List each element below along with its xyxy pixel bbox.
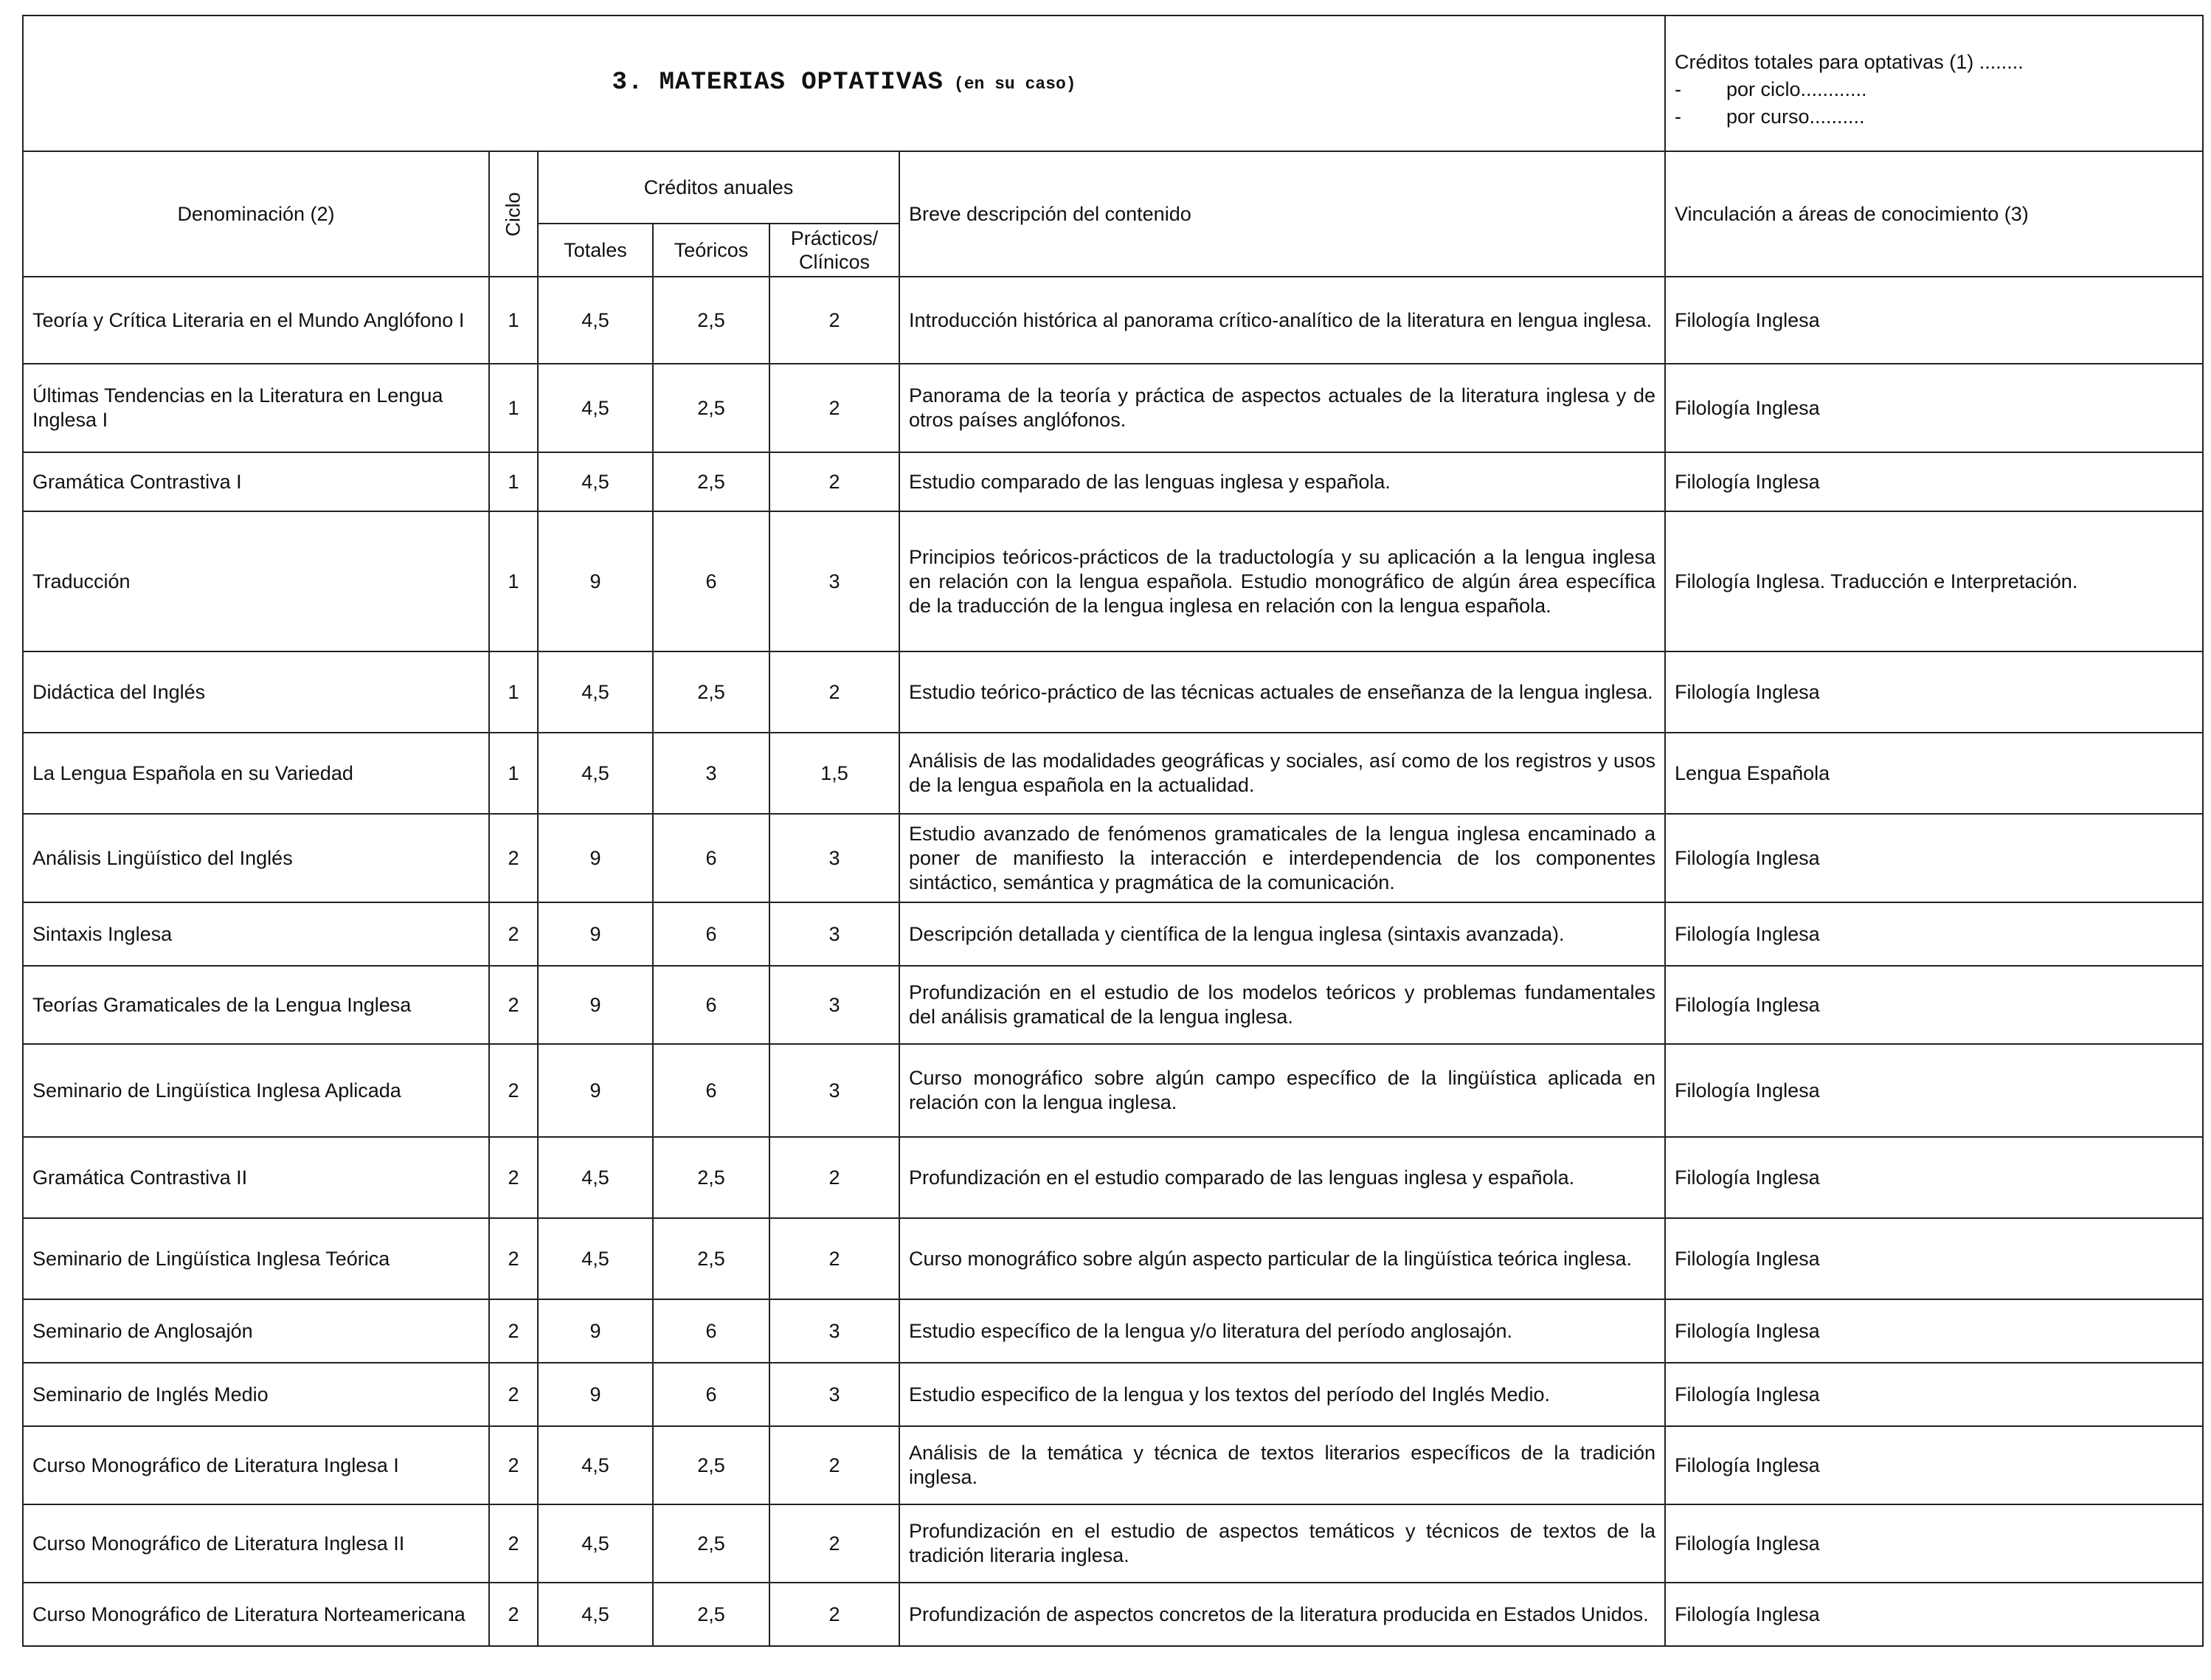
credits-box <box>1665 15 2203 151</box>
subject-creditos-practicos: 2 <box>769 364 899 452</box>
subject-creditos-practicos: 2 <box>769 1504 899 1583</box>
subject-creditos-practicos: 2 <box>769 1426 899 1504</box>
subject-description: Profundización en el estudio de los modelos teóricos y problemas fundamentales del análisis gramatical de la lengua inglesa. <box>899 966 1665 1044</box>
subject-ciclo: 2 <box>489 814 538 902</box>
subject-ciclo: 2 <box>489 1426 538 1504</box>
subject-creditos-practicos: 3 <box>769 511 899 651</box>
title-cell <box>23 15 1665 151</box>
subject-creditos-practicos: 3 <box>769 1044 899 1137</box>
subject-ciclo: 2 <box>489 1504 538 1583</box>
title-row <box>23 15 2203 151</box>
subject-area: Filología Inglesa <box>1665 1044 2203 1137</box>
header-denominacion: Denominación (2) <box>23 151 489 277</box>
subject-description: Estudio específico de la lengua y/o literatura del período anglosajón. <box>899 1299 1665 1363</box>
table-row <box>23 511 2203 651</box>
document-page <box>22 15 2202 1647</box>
subject-creditos-teoricos: 2,5 <box>653 452 769 511</box>
table-row <box>23 966 2203 1044</box>
subject-name: Curso Monográfico de Literatura Inglesa II <box>23 1504 489 1583</box>
subject-description: Profundización de aspectos concretos de la literatura producida en Estados Unidos. <box>899 1583 1665 1646</box>
header-totales: Totales <box>538 224 653 277</box>
subject-creditos-teoricos: 2,5 <box>653 1504 769 1583</box>
subject-description: Panorama de la teoría y práctica de aspectos actuales de la literatura inglesa y de otros países anglófonos. <box>899 364 1665 452</box>
table-row <box>23 452 2203 511</box>
subject-creditos-practicos: 2 <box>769 1137 899 1218</box>
subject-ciclo: 1 <box>489 511 538 651</box>
subject-creditos-teoricos: 6 <box>653 1299 769 1363</box>
subject-name: La Lengua Española en su Variedad <box>23 733 489 814</box>
subject-creditos-totales: 4,5 <box>538 364 653 452</box>
subject-area: Filología Inglesa <box>1665 814 2203 902</box>
subject-name: Curso Monográfico de Literatura Inglesa I <box>23 1426 489 1504</box>
header-descripcion: Breve descripción del contenido <box>899 151 1665 277</box>
subject-creditos-teoricos: 6 <box>653 966 769 1044</box>
subject-name: Didáctica del Inglés <box>23 651 489 733</box>
subject-description: Análisis de la temática y técnica de textos literarios específicos de la tradición inglesa. <box>899 1426 1665 1504</box>
subject-area: Filología Inglesa <box>1665 1583 2203 1646</box>
subject-creditos-totales: 4,5 <box>538 1583 653 1646</box>
subject-ciclo: 1 <box>489 364 538 452</box>
subject-creditos-totales: 9 <box>538 1299 653 1363</box>
subject-description: Profundización en el estudio comparado de las lenguas inglesa y española. <box>899 1137 1665 1218</box>
subject-area: Filología Inglesa <box>1665 1218 2203 1299</box>
subject-description: Estudio comparado de las lenguas inglesa y española. <box>899 452 1665 511</box>
table-row <box>23 1137 2203 1218</box>
subject-area: Filología Inglesa <box>1665 902 2203 966</box>
subject-creditos-teoricos: 2,5 <box>653 651 769 733</box>
subject-ciclo: 1 <box>489 651 538 733</box>
subject-description: Estudio teórico-práctico de las técnicas actuales de enseñanza de la lengua inglesa. <box>899 651 1665 733</box>
subject-creditos-practicos: 2 <box>769 277 899 364</box>
subject-creditos-totales: 9 <box>538 902 653 966</box>
subject-description: Estudio avanzado de fenómenos gramaticales de la lengua inglesa encaminado a poner de manifiesto la interacción e interdependencia de los componentes sintáctico, semántica y pragmática de la comunicación. <box>899 814 1665 902</box>
table-row <box>23 1363 2203 1426</box>
subject-creditos-practicos: 2 <box>769 1218 899 1299</box>
subject-creditos-practicos: 1,5 <box>769 733 899 814</box>
subject-creditos-teoricos: 6 <box>653 511 769 651</box>
subject-creditos-practicos: 2 <box>769 452 899 511</box>
subject-area: Filología Inglesa <box>1665 1504 2203 1583</box>
subject-area: Filología Inglesa <box>1665 651 2203 733</box>
subject-name: Traducción <box>23 511 489 651</box>
subject-creditos-totales: 4,5 <box>538 452 653 511</box>
subject-creditos-practicos: 3 <box>769 1363 899 1426</box>
table-body <box>23 277 2203 1646</box>
subject-area: Filología Inglesa <box>1665 1137 2203 1218</box>
subject-creditos-teoricos: 2,5 <box>653 277 769 364</box>
subject-creditos-totales: 9 <box>538 814 653 902</box>
subject-creditos-totales: 9 <box>538 966 653 1044</box>
table-row <box>23 1504 2203 1583</box>
subject-name: Seminario de Lingüística Inglesa Teórica <box>23 1218 489 1299</box>
subject-creditos-teoricos: 2,5 <box>653 1137 769 1218</box>
table-row <box>23 277 2203 364</box>
table-row <box>23 902 2203 966</box>
subject-creditos-totales: 4,5 <box>538 277 653 364</box>
subject-area: Filología Inglesa <box>1665 966 2203 1044</box>
subject-creditos-totales: 4,5 <box>538 733 653 814</box>
subject-creditos-totales: 4,5 <box>538 1504 653 1583</box>
credits-curso-line: - por curso.......... <box>1675 106 1865 128</box>
credits-total-line: Créditos totales para optativas (1) ........ <box>1675 51 2024 73</box>
subject-name: Gramática Contrastiva I <box>23 452 489 511</box>
subject-name: Teorías Gramaticales de la Lengua Inglesa <box>23 966 489 1044</box>
subject-creditos-practicos: 2 <box>769 1583 899 1646</box>
subject-creditos-teoricos: 6 <box>653 1044 769 1137</box>
subject-creditos-totales: 4,5 <box>538 1137 653 1218</box>
subject-creditos-totales: 4,5 <box>538 651 653 733</box>
table-row <box>23 1299 2203 1363</box>
header-practicos: Prácticos/ Clínicos <box>769 224 899 277</box>
table-row <box>23 1044 2203 1137</box>
subject-creditos-teoricos: 2,5 <box>653 1426 769 1504</box>
subject-area: Lengua Española <box>1665 733 2203 814</box>
subject-creditos-practicos: 2 <box>769 651 899 733</box>
subject-area: Filología Inglesa <box>1665 452 2203 511</box>
table-row <box>23 364 2203 452</box>
subject-creditos-teoricos: 2,5 <box>653 364 769 452</box>
subject-creditos-totales: 9 <box>538 511 653 651</box>
subject-area: Filología Inglesa <box>1665 1426 2203 1504</box>
header-creditos-anuales: Créditos anuales <box>538 151 899 224</box>
subject-creditos-totales: 4,5 <box>538 1426 653 1504</box>
subject-name: Teoría y Crítica Literaria en el Mundo Anglófono I <box>23 277 489 364</box>
subject-name: Seminario de Inglés Medio <box>23 1363 489 1426</box>
subject-description: Análisis de las modalidades geográficas y sociales, así como de los registros y usos de la lengua española en la actualidad. <box>899 733 1665 814</box>
subject-ciclo: 1 <box>489 277 538 364</box>
subject-creditos-totales: 9 <box>538 1363 653 1426</box>
subject-area: Filología Inglesa <box>1665 364 2203 452</box>
table-row <box>23 733 2203 814</box>
subject-ciclo: 2 <box>489 1583 538 1646</box>
subject-creditos-teoricos: 2,5 <box>653 1583 769 1646</box>
subject-description: Curso monográfico sobre algún campo específico de la lingüística aplicada en relación con la lengua inglesa. <box>899 1044 1665 1137</box>
subject-creditos-teoricos: 6 <box>653 814 769 902</box>
subject-creditos-totales: 4,5 <box>538 1218 653 1299</box>
subject-ciclo: 2 <box>489 1044 538 1137</box>
subject-name: Curso Monográfico de Literatura Norteamericana <box>23 1583 489 1646</box>
subject-creditos-totales: 9 <box>538 1044 653 1137</box>
subject-creditos-teoricos: 6 <box>653 1363 769 1426</box>
subject-name: Análisis Lingüístico del Inglés <box>23 814 489 902</box>
subject-description: Principios teóricos-prácticos de la traductología y su aplicación a la lengua inglesa en relación con la lengua española. Estudio monográfico de algún área específica de la traducción de la lengua inglesa en relación con la lengua española. <box>899 511 1665 651</box>
subject-creditos-teoricos: 6 <box>653 902 769 966</box>
subject-ciclo: 2 <box>489 1363 538 1426</box>
section-title: 3. MATERIAS OPTATIVAS <box>612 69 944 97</box>
subject-ciclo: 1 <box>489 733 538 814</box>
subject-description: Estudio especifico de la lengua y los textos del período del Inglés Medio. <box>899 1363 1665 1426</box>
subject-name: Seminario de Lingüística Inglesa Aplicada <box>23 1044 489 1137</box>
header-vinculacion: Vinculación a áreas de conocimiento (3) <box>1665 151 2203 277</box>
table-row <box>23 1426 2203 1504</box>
subject-area: Filología Inglesa <box>1665 1363 2203 1426</box>
subject-creditos-practicos: 3 <box>769 966 899 1044</box>
subject-ciclo: 2 <box>489 1218 538 1299</box>
subject-ciclo: 2 <box>489 1137 538 1218</box>
subject-ciclo: 1 <box>489 452 538 511</box>
optativas-table <box>22 15 2204 1647</box>
subject-creditos-practicos: 3 <box>769 902 899 966</box>
subject-name: Seminario de Anglosajón <box>23 1299 489 1363</box>
subject-ciclo: 2 <box>489 966 538 1044</box>
subject-name: Sintaxis Inglesa <box>23 902 489 966</box>
subject-area: Filología Inglesa <box>1665 277 2203 364</box>
subject-description: Introducción histórica al panorama crítico-analítico de la literatura en lengua inglesa. <box>899 277 1665 364</box>
section-subtitle: (en su caso) <box>953 75 1076 94</box>
subject-description: Curso monográfico sobre algún aspecto particular de la lingüística teórica inglesa. <box>899 1218 1665 1299</box>
subject-ciclo: 2 <box>489 902 538 966</box>
table-row <box>23 1583 2203 1646</box>
table-row <box>23 651 2203 733</box>
subject-area: Filología Inglesa. Traducción e Interpretación. <box>1665 511 2203 651</box>
credits-ciclo-line: - por ciclo............ <box>1675 78 1867 100</box>
header-row-top <box>23 151 2203 224</box>
subject-description: Descripción detallada y científica de la lengua inglesa (sintaxis avanzada). <box>899 902 1665 966</box>
subject-creditos-practicos: 3 <box>769 1299 899 1363</box>
subject-creditos-teoricos: 2,5 <box>653 1218 769 1299</box>
subject-area: Filología Inglesa <box>1665 1299 2203 1363</box>
subject-creditos-practicos: 3 <box>769 814 899 902</box>
header-teoricos: Teóricos <box>653 224 769 277</box>
subject-name: Últimas Tendencias en la Literatura en Lengua Inglesa I <box>23 364 489 452</box>
table-row <box>23 814 2203 902</box>
header-ciclo: Ciclo <box>489 151 538 277</box>
table-row <box>23 1218 2203 1299</box>
subject-creditos-teoricos: 3 <box>653 733 769 814</box>
subject-ciclo: 2 <box>489 1299 538 1363</box>
subject-description: Profundización en el estudio de aspectos temáticos y técnicos de textos de la tradición literaria inglesa. <box>899 1504 1665 1583</box>
subject-name: Gramática Contrastiva II <box>23 1137 489 1218</box>
